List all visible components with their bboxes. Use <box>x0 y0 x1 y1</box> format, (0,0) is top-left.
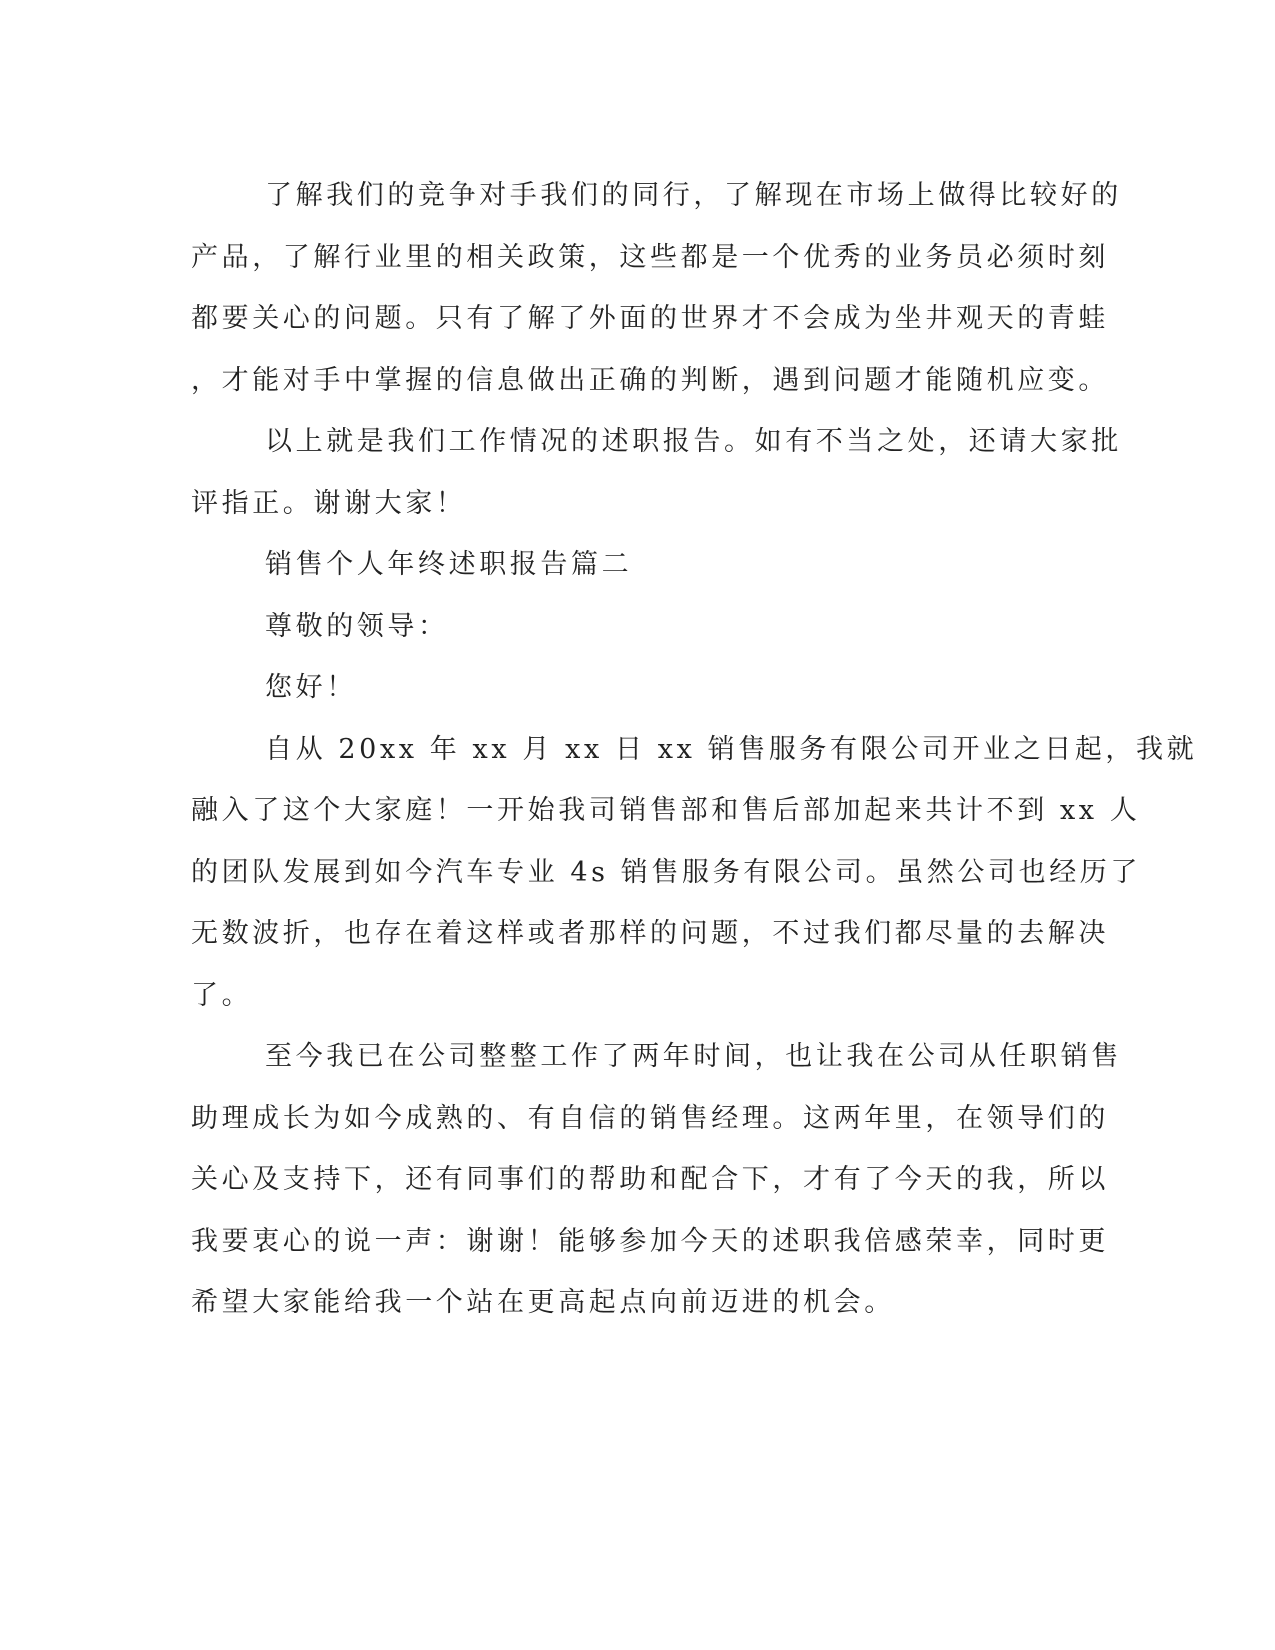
text-line: 自从 20xx 年 xx 月 xx 日 xx 销售服务有限公司开业之日起，我就 <box>265 733 1198 765</box>
text-line: 我要衷心的说一声：谢谢！能够参加今天的述职我倍感荣幸，同时更 <box>191 1225 1109 1257</box>
text-line: 评指正。谢谢大家！ <box>191 487 467 519</box>
text-line: 关心及支持下，还有同事们的帮助和配合下，才有了今天的我，所以 <box>191 1164 1109 1195</box>
text-line: 希望大家能给我一个站在更高起点向前迈进的机会。 <box>191 1287 895 1318</box>
text-line: 助理成长为如今成熟的、有自信的销售经理。这两年里，在领导们的 <box>191 1102 1109 1134</box>
salutation <box>191 596 1084 658</box>
text-line: 以上就是我们工作情况的述职报告。如有不当之处，还请大家批 <box>265 426 1122 457</box>
paragraph-closing <box>191 411 1122 534</box>
salutation-text: 尊敬的领导： <box>265 610 449 642</box>
text-line: ，才能对手中掌握的信息做出正确的判断，遇到问题才能随机应变。 <box>191 364 1109 396</box>
section-title: 销售个人年终述职报告篇二 <box>265 549 633 580</box>
text-line: 了。 <box>191 979 253 1011</box>
greeting-text: 您好！ <box>265 672 357 703</box>
section-heading <box>191 534 1084 596</box>
text-line: 至今我已在公司整整工作了两年时间，也让我在公司从任职销售 <box>265 1041 1122 1072</box>
document-body <box>191 165 1198 1334</box>
paragraph-competitors <box>191 165 1122 411</box>
text-line: 的团队发展到如今汽车专业 4s 销售服务有限公司。虽然公司也经历了 <box>191 856 1141 888</box>
text-line: 无数波折，也存在着这样或者那样的问题，不过我们都尽量的去解决 <box>191 918 1109 949</box>
text-line: 了解我们的竞争对手我们的同行，了解现在市场上做得比较好的 <box>265 180 1122 211</box>
paragraph-company-history <box>191 719 1198 1027</box>
text-line: 产品，了解行业里的相关政策，这些都是一个优秀的业务员必须时刻 <box>191 241 1109 273</box>
text-line: 融入了这个大家庭！一开始我司销售部和售后部加起来共计不到 xx 人 <box>191 795 1141 826</box>
paragraph-career-growth <box>191 1026 1122 1334</box>
text-line: 都要关心的问题。只有了解了外面的世界才不会成为坐井观天的青蛙 <box>191 303 1109 334</box>
greeting <box>191 657 1084 719</box>
